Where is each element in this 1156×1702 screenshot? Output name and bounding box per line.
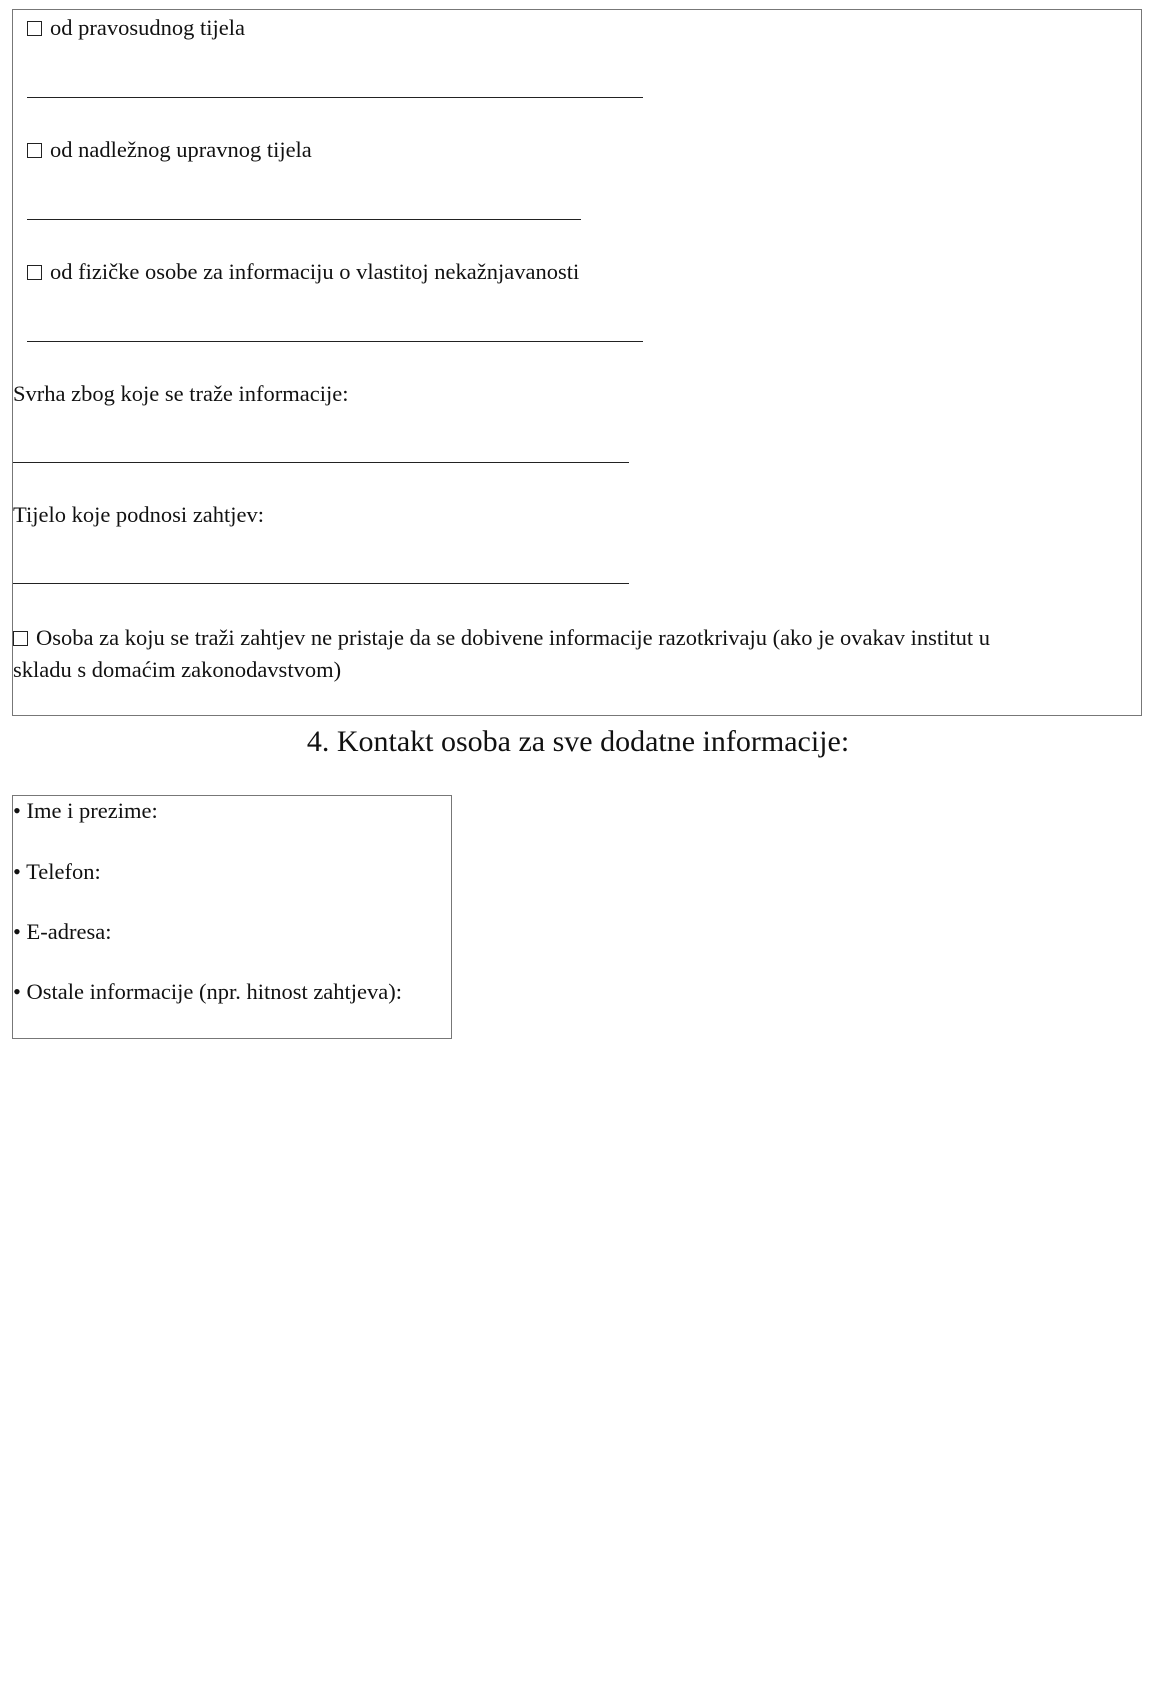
option-natural-person[interactable] [27, 257, 579, 287]
option-judicial-body[interactable] [27, 13, 245, 43]
option-label: od fizičke osobe za informaciju o vlastitoj nekažnjavanosti [50, 259, 580, 284]
contact-field-other [13, 977, 402, 1007]
bullet-icon: • [13, 798, 21, 823]
contact-section-heading: 4. Kontakt osoba za sve dodatne informacije: [306, 725, 850, 758]
blank-line-judicial[interactable] [27, 97, 643, 98]
checkbox-icon[interactable] [27, 21, 42, 36]
requesting-body-blank-line[interactable] [13, 583, 629, 584]
checkbox-icon[interactable] [27, 143, 42, 158]
bullet-icon: • [13, 859, 21, 884]
field-label: Telefon: [26, 859, 101, 884]
checkbox-icon[interactable] [13, 631, 28, 646]
request-details-box [12, 9, 1142, 716]
contact-field-name [13, 796, 158, 826]
nondisclosure-text: Osoba za koju se traži zahtjev ne pristaje da se dobivene informacije razotkrivaju (ako je ovakav institut u [36, 625, 991, 650]
option-label: od nadležnog upravnog tijela [50, 137, 312, 162]
blank-line-administrative[interactable] [27, 219, 581, 220]
option-label: od pravosudnog tijela [50, 15, 245, 40]
bullet-icon: • [13, 919, 21, 944]
field-label: Ime i prezime: [26, 798, 158, 823]
contact-field-email [13, 917, 111, 947]
option-administrative-body[interactable] [27, 135, 312, 165]
purpose-blank-line[interactable] [13, 462, 629, 463]
requesting-body-label: Tijelo koje podnosi zahtjev: [13, 502, 265, 527]
checkbox-icon[interactable] [27, 265, 42, 280]
contact-box [12, 795, 452, 1039]
field-label: Ostale informacije (npr. hitnost zahtjeva): [26, 979, 403, 1004]
blank-line-natural-person[interactable] [27, 341, 643, 342]
bullet-icon: • [13, 979, 21, 1004]
contact-field-phone [13, 857, 101, 887]
purpose-label: Svrha zbog koje se traže informacije: [13, 381, 349, 406]
nondisclosure-text-cont: skladu s domaćim zakonodavstvom) [13, 657, 342, 682]
nondisclosure-option[interactable] [13, 623, 990, 653]
field-label: E-adresa: [26, 919, 112, 944]
